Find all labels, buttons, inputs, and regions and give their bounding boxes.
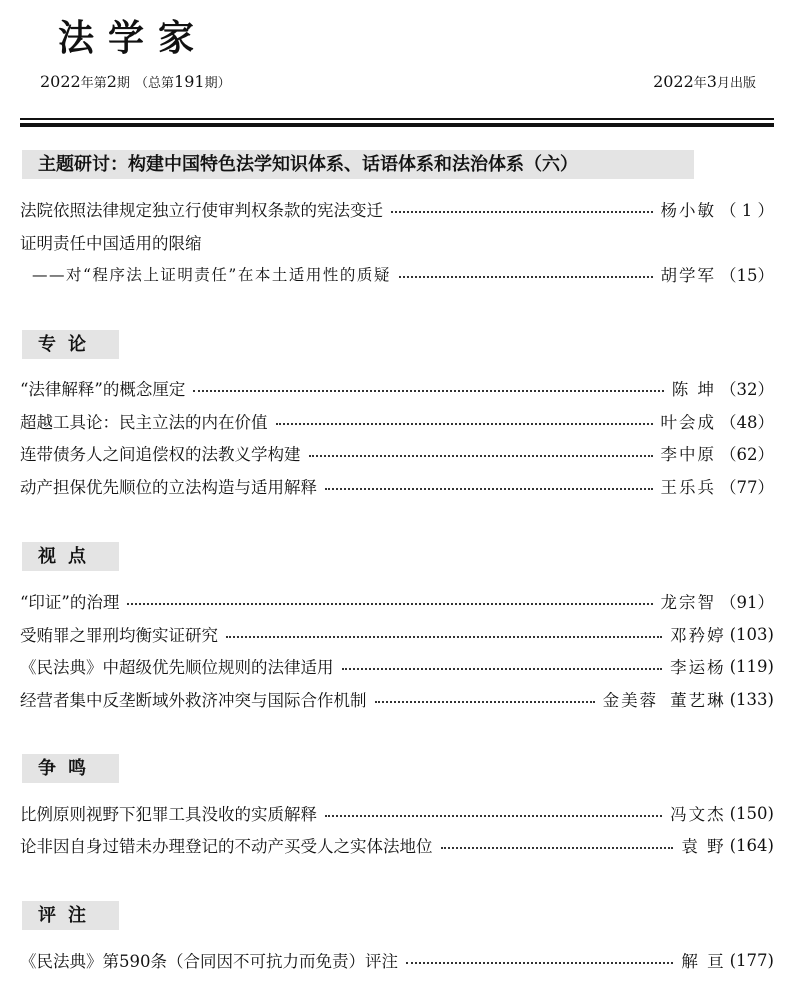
entry-title: 连带债务人之间追偿权的法教义学构建 <box>20 445 301 464</box>
pub-year: 2022 <box>653 72 694 91</box>
leader-dots <box>193 390 663 392</box>
entry-title: 论非因自身过错未办理登记的不动产买受人之实体法地位 <box>20 837 433 856</box>
entry-title: 《民法典》中超级优先顺位规则的法律适用 <box>20 658 334 677</box>
leader-dots <box>309 455 653 457</box>
total-prefix: （总第 <box>135 76 175 91</box>
issue-unit: 期 <box>116 76 130 91</box>
toc-entry[interactable] <box>20 588 774 614</box>
header-rule-thin <box>20 118 774 120</box>
toc-entry[interactable] <box>20 408 774 434</box>
section-heading-zhuanlun: 专论 <box>22 330 119 359</box>
entry-page: (103) <box>729 624 774 644</box>
entry-author: 王乐兵 <box>660 478 716 497</box>
leader-dots <box>375 701 595 703</box>
entry-page: （62） <box>720 445 774 464</box>
leader-dots <box>399 276 653 278</box>
entry-page: (164) <box>729 835 774 855</box>
toc-entry[interactable] <box>20 196 774 222</box>
entry-author: 冯文杰 <box>670 805 726 824</box>
issue-no-label: 年第 <box>80 76 107 91</box>
leader-dots <box>325 488 653 490</box>
entry-page: (119) <box>729 656 774 676</box>
entry-author: 李运杨 <box>670 658 726 677</box>
total-number: 191 <box>174 72 205 91</box>
entry-title: 动产担保优先顺位的立法构造与适用解释 <box>20 478 317 497</box>
toc-entry-title-line[interactable] <box>20 229 774 255</box>
entry-page: (177) <box>729 950 774 970</box>
leader-dots <box>226 636 662 638</box>
entry-author: 邓矜婷 <box>670 626 726 645</box>
toc-entry[interactable] <box>20 686 774 712</box>
toc-entry[interactable] <box>20 440 774 466</box>
leader-dots <box>342 668 663 670</box>
toc-entry[interactable] <box>20 832 774 858</box>
entry-title: 超越工具论：民主立法的内在价值 <box>20 413 268 432</box>
leader-dots <box>441 847 674 849</box>
entry-title: 《民法典》第590条（合同因不可抗力而免责）评注 <box>20 952 398 971</box>
issue-number: 2 <box>106 72 117 91</box>
entry-author-second: 董艺琳 <box>670 691 726 710</box>
entry-page: (133) <box>729 689 774 709</box>
toc-entry[interactable] <box>20 800 774 826</box>
entry-author: 李中原 <box>660 445 716 464</box>
section-heading-shidian: 视点 <box>22 542 119 571</box>
issue-year: 2022 <box>40 72 81 91</box>
entry-author: 杨小敏 <box>660 201 716 220</box>
pub-year-unit: 年 <box>693 76 707 91</box>
toc-entry[interactable] <box>20 375 774 401</box>
publication-date <box>653 72 756 91</box>
issue-info <box>40 72 231 91</box>
toc-entry[interactable] <box>20 653 774 679</box>
entry-author: 袁 野 <box>681 837 726 856</box>
toc-entry[interactable] <box>20 473 774 499</box>
leader-dots <box>325 815 662 817</box>
entry-subtitle: ——对“程序法上证明责任”在本土适用性的质疑 <box>32 266 391 284</box>
entry-title: 受贿罪之罪刑均衡实证研究 <box>20 626 218 645</box>
toc-entry[interactable] <box>20 621 774 647</box>
toc-entry[interactable] <box>20 947 774 973</box>
entry-title: 证明责任中国适用的限缩 <box>20 234 202 253</box>
entry-title: “印证”的治理 <box>20 593 120 612</box>
entry-author: 陈 坤 <box>671 380 716 399</box>
entry-title: 法院依照法律规定独立行使审判权条款的宪法变迁 <box>20 201 383 220</box>
header-rule-thick <box>20 123 774 127</box>
entry-author: 胡学军 <box>660 266 716 285</box>
pub-month: 3 <box>706 72 717 91</box>
entry-page: （32） <box>720 380 774 399</box>
entry-title: 比例原则视野下犯罪工具没收的实质解释 <box>20 805 317 824</box>
toc-entry-subtitle-line[interactable] <box>20 261 774 287</box>
entry-page: （91） <box>720 593 774 612</box>
entry-page: (150) <box>729 803 774 823</box>
journal-title: 法学家 <box>58 18 209 59</box>
leader-dots <box>391 211 653 213</box>
section-heading-pingzhu: 评注 <box>22 901 119 930</box>
entry-page: （77） <box>720 478 774 497</box>
total-suffix: 期） <box>204 76 231 91</box>
leader-dots <box>276 423 653 425</box>
entry-author-first: 金美蓉 <box>602 691 659 710</box>
section-heading-zhengming: 争鸣 <box>22 754 119 783</box>
entry-author: 龙宗智 <box>660 593 716 612</box>
entry-author: 叶会成 <box>660 413 716 432</box>
entry-page: （48） <box>720 413 774 432</box>
entry-title: “法律解释”的概念厘定 <box>20 380 186 399</box>
entry-page: （15） <box>720 266 774 285</box>
leader-dots <box>127 603 652 605</box>
leader-dots <box>406 962 673 964</box>
entry-page: （ 1 ） <box>720 201 774 220</box>
section-heading-theme: 主题研讨：构建中国特色法学知识体系、话语体系和法治体系（六） <box>22 150 694 179</box>
entry-title: 经营者集中反垄断域外救济冲突与国际合作机制 <box>20 691 367 710</box>
pub-suffix: 月出版 <box>716 76 756 91</box>
entry-author: 解 亘 <box>681 952 726 971</box>
